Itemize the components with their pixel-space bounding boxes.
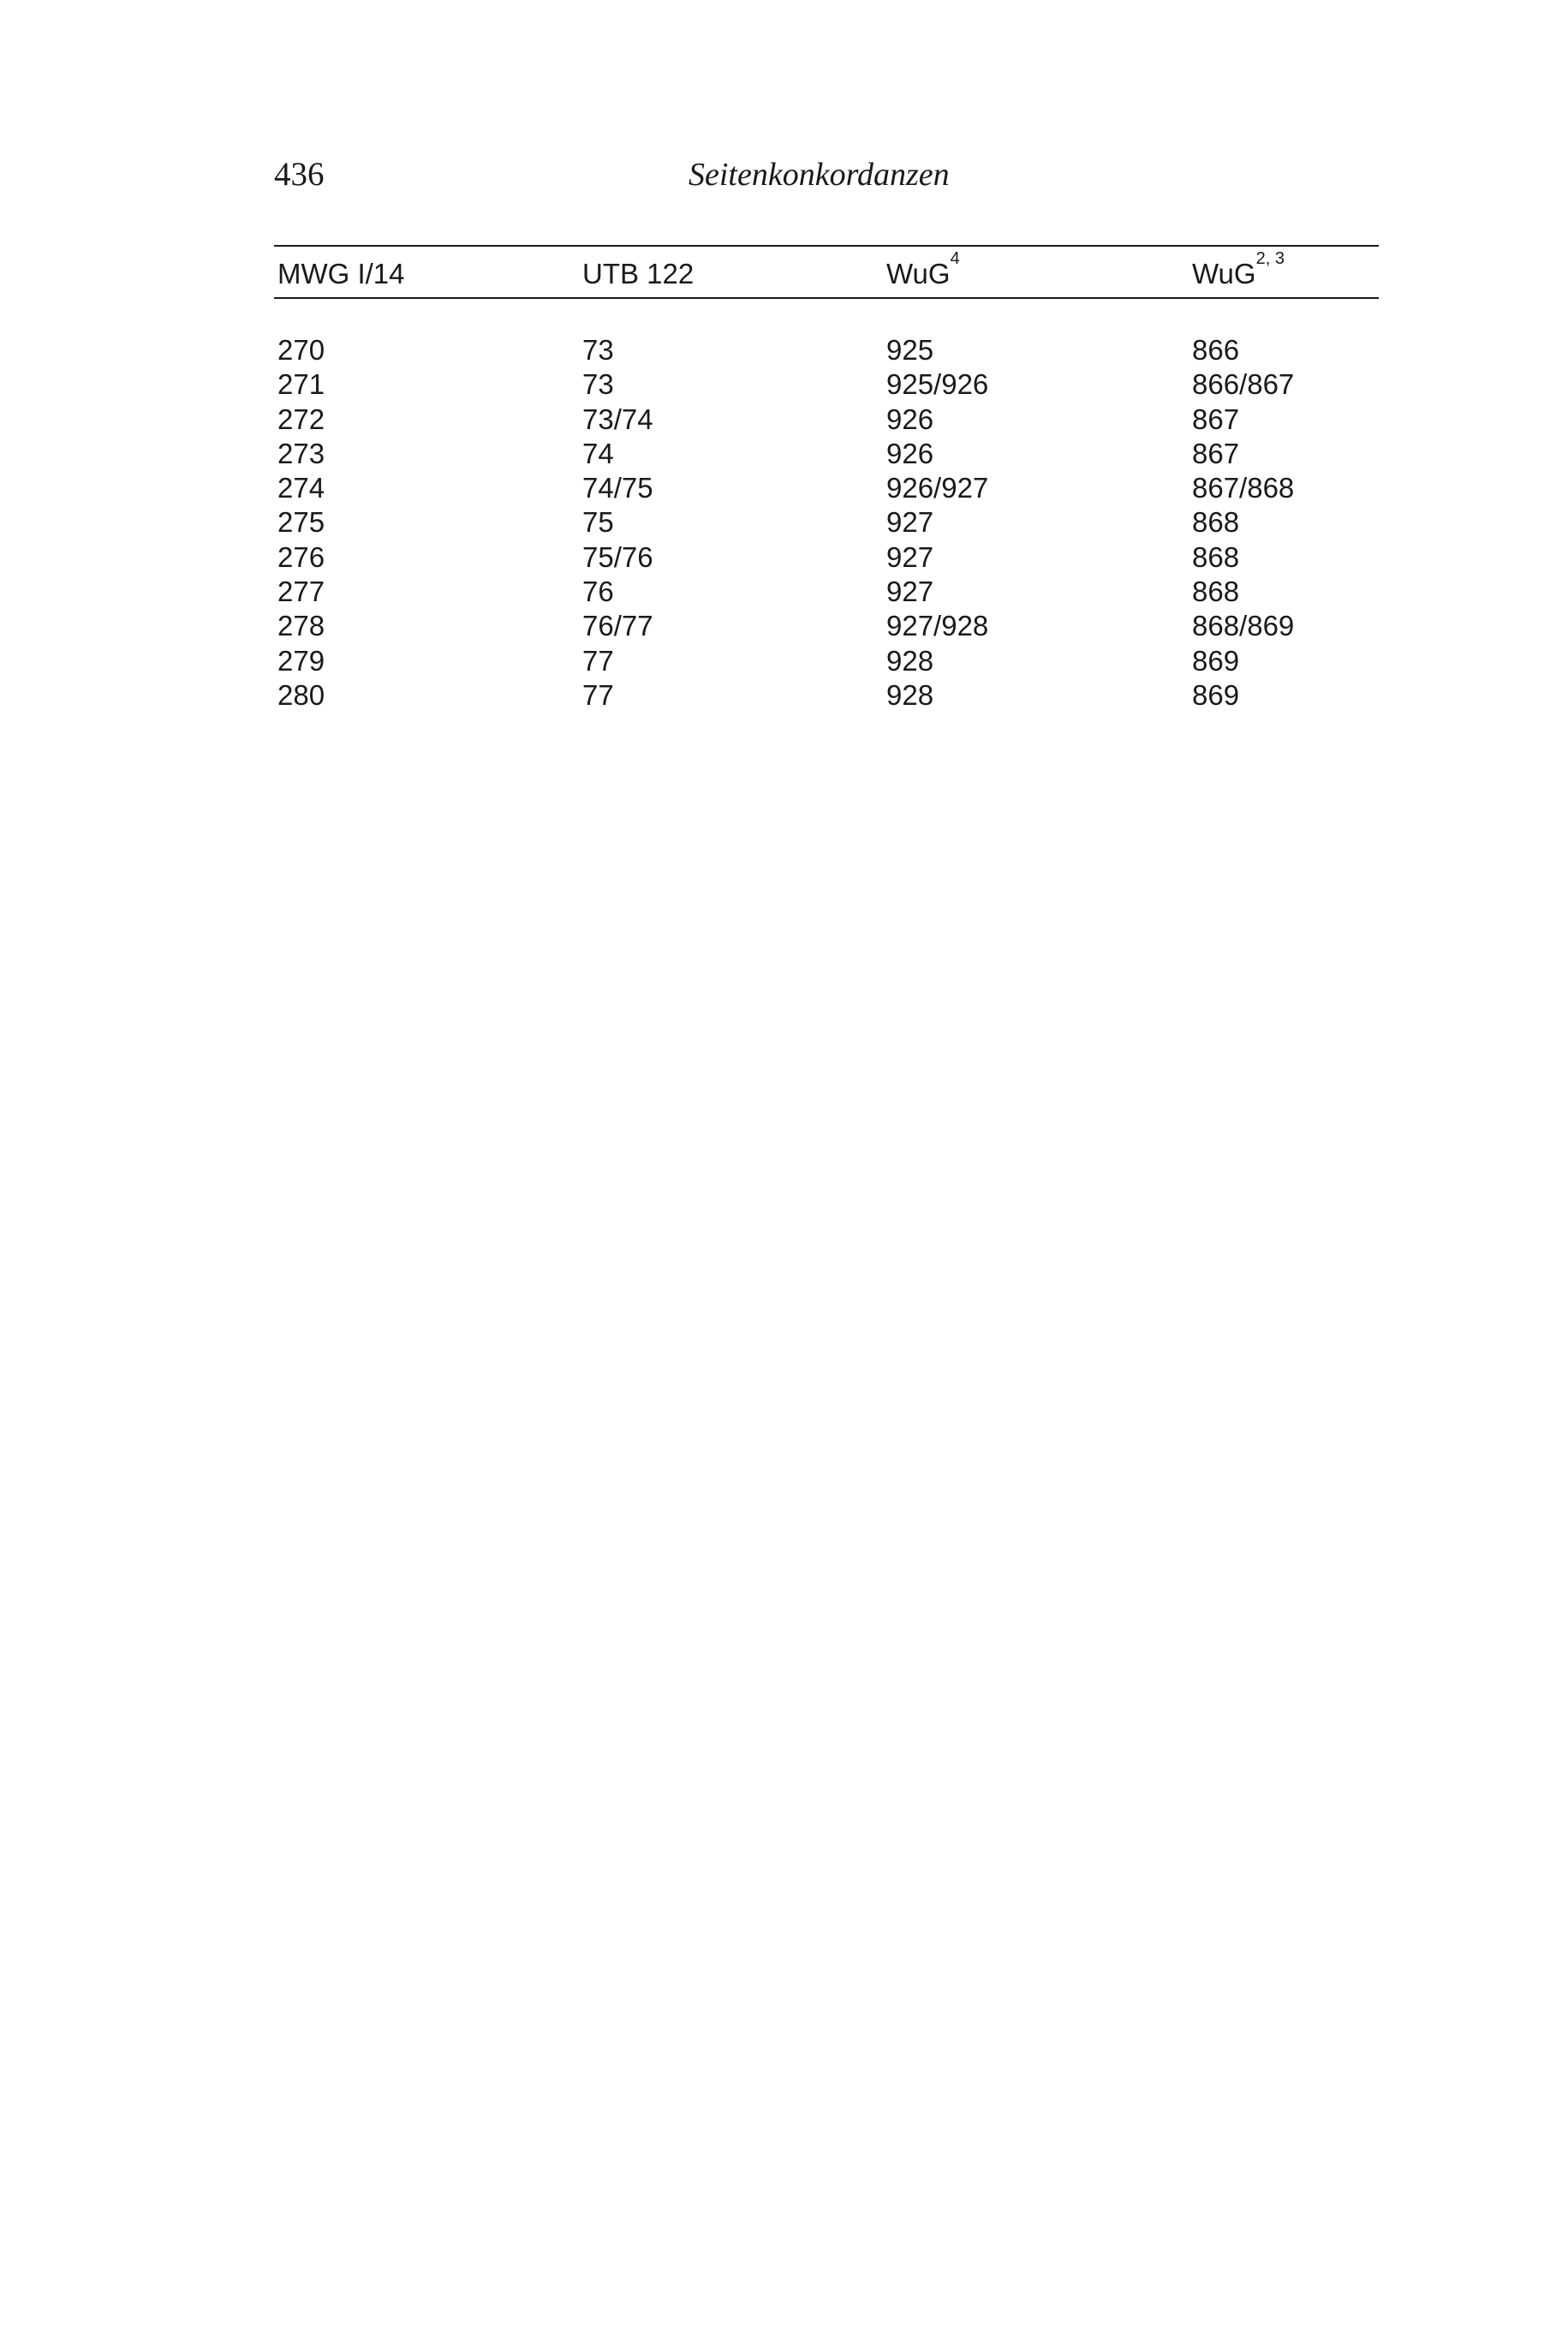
table-header-row — [274, 249, 1379, 293]
cell-mwg: 276 — [277, 540, 325, 573]
table-row — [274, 609, 1379, 643]
cell-wug23: 868 — [1192, 576, 1240, 608]
column-header-mwg: MWG I/14 — [277, 258, 405, 289]
cell-utb: 77 — [582, 644, 614, 677]
cell-wug4: 926/927 — [886, 472, 989, 504]
cell-mwg: 278 — [277, 610, 325, 642]
cell-utb: 73/74 — [582, 403, 653, 435]
cell-wug4: 926 — [886, 437, 934, 469]
cell-wug4: 927 — [886, 540, 934, 573]
column-header-utb: UTB 122 — [582, 258, 695, 289]
cell-wug4: 926 — [886, 403, 934, 435]
cell-wug4: 927/928 — [886, 610, 989, 642]
running-title: Seitenkonkordanzen — [689, 157, 950, 193]
cell-utb: 76 — [582, 576, 614, 608]
cell-utb: 75 — [582, 506, 614, 539]
cell-mwg: 271 — [277, 368, 325, 401]
table-row — [274, 505, 1379, 540]
cell-mwg: 270 — [277, 334, 325, 366]
cell-mwg: 275 — [277, 506, 325, 539]
cell-wug23: 868/869 — [1192, 610, 1295, 642]
cell-mwg: 280 — [277, 678, 325, 711]
cell-wug23: 868 — [1192, 506, 1240, 539]
table-header-rule — [274, 297, 1379, 299]
table-row — [274, 678, 1379, 713]
cell-wug23: 867/868 — [1192, 472, 1295, 504]
table-row — [274, 540, 1379, 575]
column-header-wug4: WuG$^4$ — [886, 249, 960, 289]
cell-utb: 73 — [582, 334, 614, 366]
cell-utb: 76/77 — [582, 610, 653, 642]
cell-wug23: 869 — [1192, 644, 1240, 677]
cell-wug23: 869 — [1192, 678, 1240, 711]
cell-wug4: 925 — [886, 334, 934, 366]
cell-wug23: 866/867 — [1192, 368, 1295, 401]
cell-utb: 75/76 — [582, 540, 653, 573]
cell-utb: 73 — [582, 368, 614, 401]
cell-wug4: 927 — [886, 576, 934, 608]
cell-mwg: 274 — [277, 472, 325, 504]
page-number: 436 — [274, 156, 325, 193]
cell-wug23: 868 — [1192, 540, 1240, 573]
cell-utb: 74/75 — [582, 472, 653, 504]
cell-utb: 77 — [582, 678, 614, 711]
cell-mwg: 277 — [277, 576, 325, 608]
table-top-rule — [274, 245, 1379, 247]
table-row — [274, 403, 1379, 437]
table-row — [274, 367, 1379, 402]
cell-mwg: 272 — [277, 403, 325, 435]
cell-wug4: 928 — [886, 644, 934, 677]
cell-wug4: 927 — [886, 506, 934, 539]
cell-mwg: 273 — [277, 437, 325, 469]
table-row — [274, 437, 1379, 471]
cell-mwg: 279 — [277, 644, 325, 677]
cell-wug4: 925/926 — [886, 368, 989, 401]
table-body — [274, 333, 1379, 713]
cell-wug4: 928 — [886, 678, 934, 711]
table-row — [274, 575, 1379, 609]
table-row — [274, 644, 1379, 678]
cell-utb: 74 — [582, 437, 614, 469]
column-header-wug23: WuG$^{2, 3}$ — [1192, 249, 1285, 289]
table-row — [274, 471, 1379, 505]
cell-wug23: 866 — [1192, 334, 1240, 366]
table-row — [274, 333, 1379, 367]
cell-wug23: 867 — [1192, 403, 1240, 435]
cell-wug23: 867 — [1192, 437, 1240, 469]
